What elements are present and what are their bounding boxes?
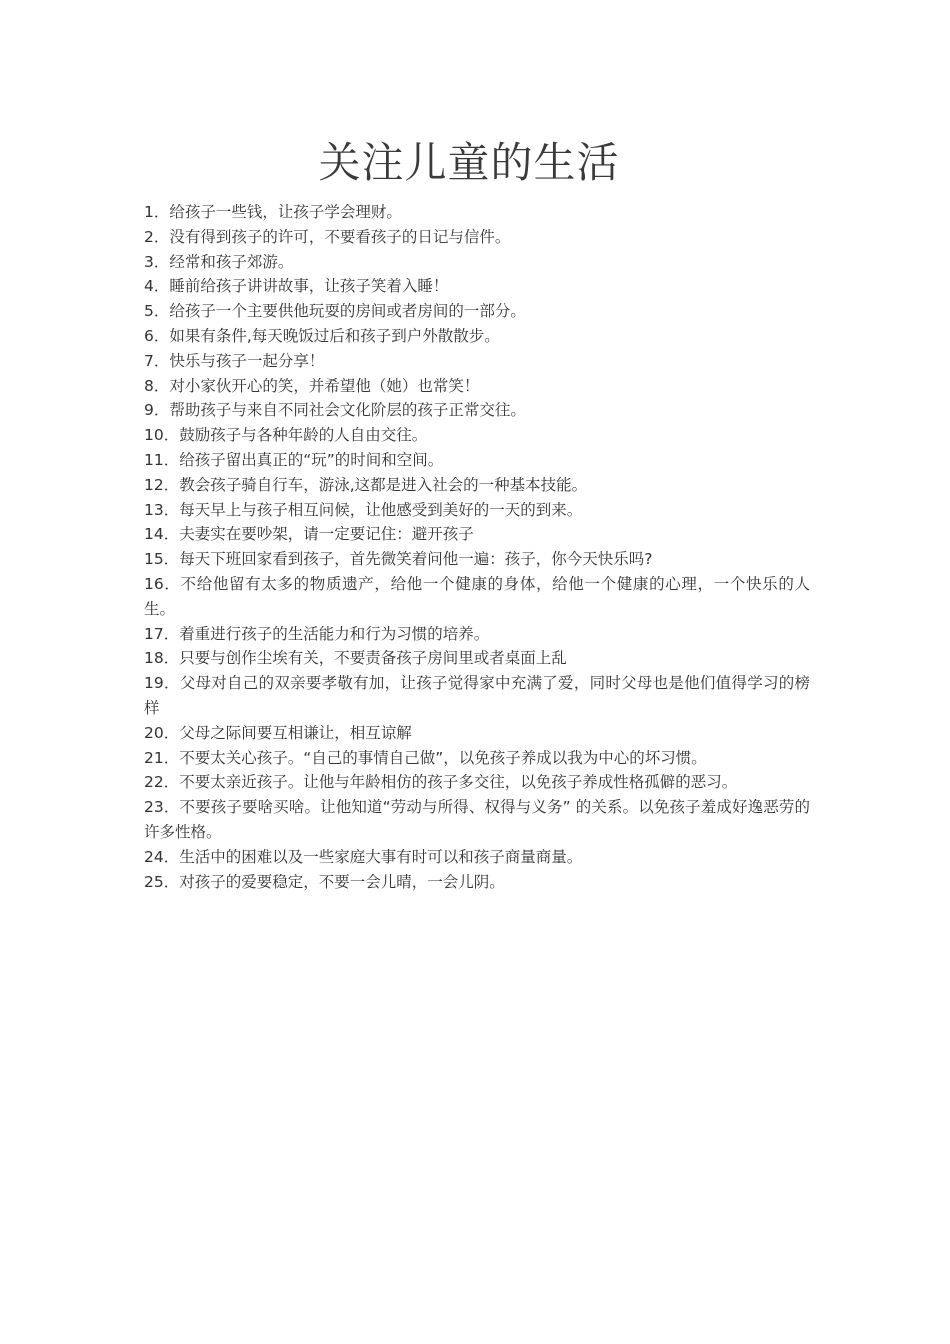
list-item: 22．不要太亲近孩子。让他与年龄相仿的孩子多交往，以免孩子养成性格孤僻的恶习。 [144, 773, 738, 792]
tips-list [144, 200, 810, 894]
list-item: 15．每天下班回家看到孩子，首先微笑着问他一遍：孩子，你今天快乐吗? [144, 550, 653, 569]
list-item: 1．给孩子一些钱，让孩子学会理财。 [144, 203, 402, 221]
list-item: 16．不给他留有太多的物质遗产，给他一个健康的身体，给他一个健康的心理，一个快乐的人生。 [144, 574, 810, 618]
list-item: 25．对孩子的爱要稳定，不要一会儿晴，一会儿阴。 [144, 872, 505, 891]
list-item: 7．快乐与孩子一起分享！ [144, 351, 325, 370]
list-item: 21．不要太关心孩子。“自己的事情自己做”，以免孩子养成以我为中心的坏习惯。 [144, 748, 707, 767]
list-item: 12．教会孩子骑自行车，游泳,这都是进入社会的一种基本技能。 [144, 475, 588, 494]
list-item: 23．不要孩子要啥买啥。让他知道“劳动与所得、权得与义务” 的关系。以免孩子羞成好逸恶劳的许多性格。 [144, 798, 810, 841]
list-item: 3．经常和孩子郊游。 [144, 252, 294, 271]
list-item: 8．对小家伙开心的笑，并希望他（她）也常笑！ [144, 376, 480, 395]
list-item: 10．鼓励孩子与各种年龄的人自由交往。 [144, 426, 428, 445]
list-item: 14．夫妻实在要吵架，请一定要记住：避开孩子 [144, 525, 474, 544]
list-item: 5．给孩子一个主要供他玩耍的房间或者房间的一部分。 [144, 302, 526, 321]
page-title: 关注儿童的生活 [318, 138, 620, 187]
list-item: 20．父母之际间要互相谦让，相互谅解 [144, 723, 412, 742]
list-item: 2．没有得到孩子的许可，不要看孩子的日记与信件。 [144, 227, 511, 246]
list-item: 11．给孩子留出真正的“玩”的时间和空间。 [144, 450, 444, 469]
list-item: 9．帮助孩子与来自不同社会文化阶层的孩子正常交往。 [144, 401, 526, 420]
list-item: 19．父母对自己的双亲要孝敬有加，让孩子觉得家中充满了爱，同时父母也是他们值得学习的榜样 [144, 674, 810, 717]
list-item: 4．睡前给孩子讲讲故事，让孩子笑着入睡！ [144, 277, 449, 296]
list-item: 6．如果有条件,每天晚饭过后和孩子到户外散散步。 [144, 326, 500, 345]
list-item: 18．只要与创作尘埃有关，不要责备孩子房间里或者桌面上乱 [144, 649, 567, 668]
list-item: 24．生活中的困难以及一些家庭大事有时可以和孩子商量商量。 [144, 847, 583, 866]
list-item: 17．着重进行孩子的生活能力和行为习惯的培养。 [144, 624, 490, 643]
list-item: 13．每天早上与孩子相互问候，让他感受到美好的一天的到来。 [144, 500, 583, 519]
